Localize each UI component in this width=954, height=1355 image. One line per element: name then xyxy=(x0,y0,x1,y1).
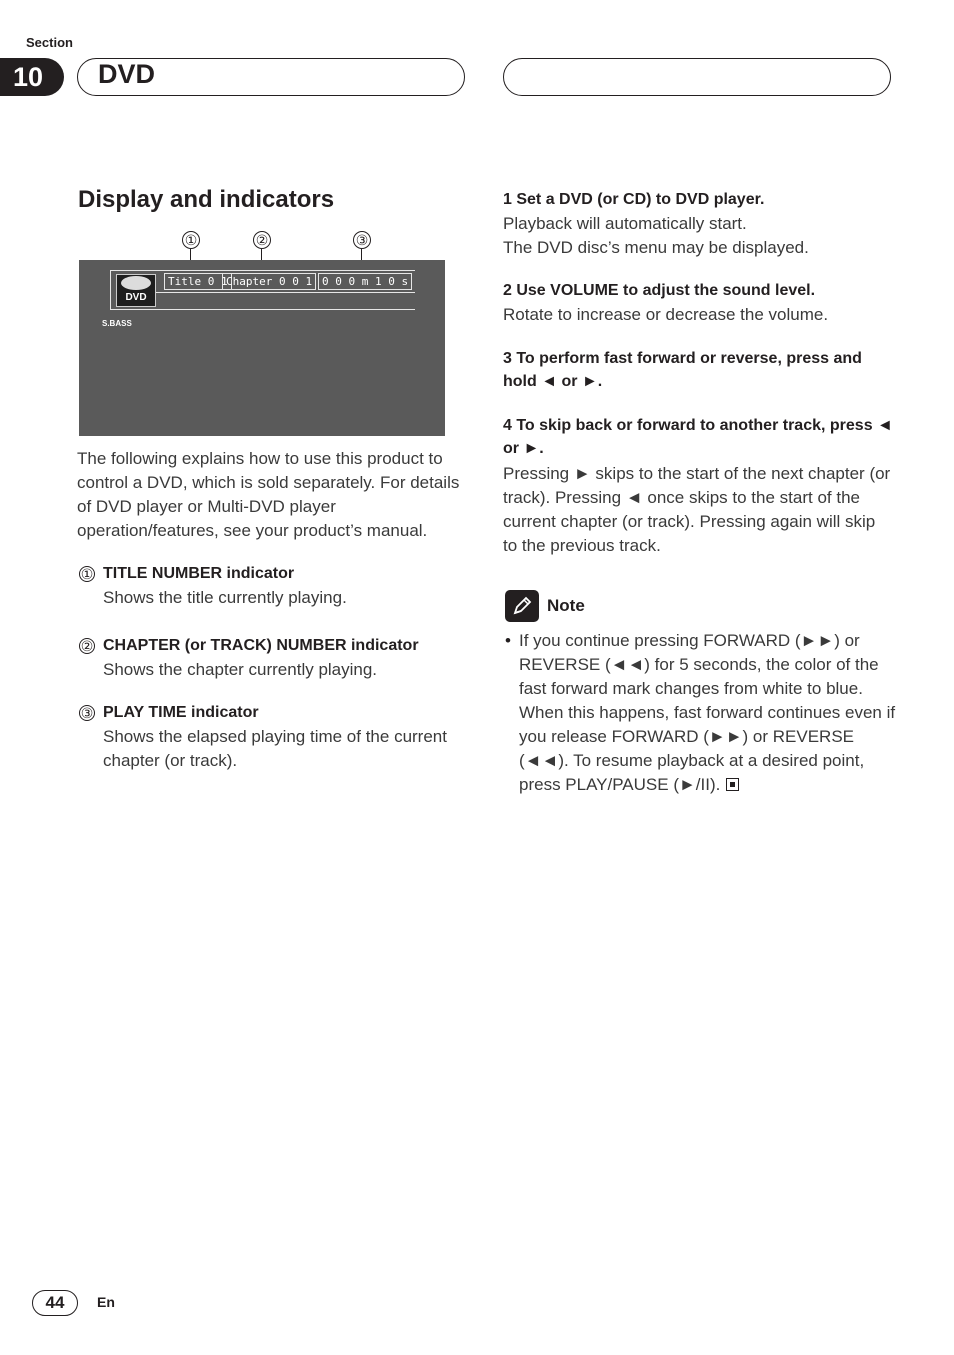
item-title-title-number: TITLE NUMBER indicator xyxy=(103,565,295,582)
end-mark-icon xyxy=(726,778,739,791)
pencil-icon xyxy=(505,590,539,622)
pencil-icon-graphic xyxy=(511,595,533,617)
step-1-title: 1 Set a DVD (or CD) to DVD player. xyxy=(503,191,765,208)
callout-3: ③ xyxy=(353,231,371,249)
step-4-title: 4 To skip back or forward to another track, press ◄ or ►. xyxy=(503,417,893,457)
item-title-chapter-number: CHAPTER (or TRACK) NUMBER indicator xyxy=(103,637,419,654)
sbass-indicator: S.BASS xyxy=(102,319,132,328)
callout-1: ① xyxy=(182,231,200,249)
note-label: Note xyxy=(547,596,585,615)
title-number-indicator: Title 0 1 xyxy=(164,273,232,290)
chapter-number-indicator: Chapter 0 0 1 xyxy=(222,273,316,290)
section-number: 10 xyxy=(0,58,64,96)
step-2-title: 2 Use VOLUME to adjust the sound level. xyxy=(503,282,816,299)
section-label: Section xyxy=(26,35,73,50)
step-4-desc: Pressing ► skips to the start of the next chapter (or track). Pressing ◄ once skips to the start of the current chapter (or track). Pressing again will skip to the previous track. xyxy=(503,464,891,555)
note-text-content: If you continue pressing FORWARD (►►) or REVERSE (◄◄) for 5 seconds, the color of the fast forward mark changes from white to blue. When this happens, fast forward continues even if you release FORWARD (►►) or REVERSE (◄◄). To resume playback at a desired point, press PLAY/PAUSE (►/II). xyxy=(519,631,896,794)
disc-label: DVD xyxy=(125,292,147,303)
disc-icon xyxy=(121,276,151,290)
item-number-1: ① xyxy=(80,565,94,582)
item-title-play-time: PLAY TIME indicator xyxy=(103,704,259,721)
note-text xyxy=(519,629,899,797)
step-2-desc: Rotate to increase or decrease the volume. xyxy=(503,305,829,324)
step-3-title: 3 To perform fast forward or reverse, press and hold ◄ or ►. xyxy=(503,350,862,390)
indicator-bar-line xyxy=(155,292,415,293)
intro-paragraph: The following explains how to use this product to control a DVD, which is sold separately. For details of DVD player or Multi-DVD player operation/features, see your product’s manual. xyxy=(77,449,460,540)
callout-2: ② xyxy=(253,231,271,249)
chapter-title-tab: DVD xyxy=(77,58,465,96)
step-1-desc: Playback will automatically start. The DVD disc’s menu may be displayed. xyxy=(503,214,809,257)
item-desc-chapter-number: Shows the chapter currently playing. xyxy=(103,660,378,679)
item-desc-title-number: Shows the title currently playing. xyxy=(103,588,347,607)
item-desc-play-time: Shows the elapsed playing time of the current chapter (or track). xyxy=(103,727,447,770)
item-number-3: ③ xyxy=(80,704,94,721)
page-number: 44 xyxy=(32,1290,78,1316)
note-bullet: • xyxy=(505,631,511,650)
play-time-indicator: 0 0 0 m 1 0 s xyxy=(318,273,412,290)
item-number-2: ② xyxy=(80,637,94,654)
section-heading: Display and indicators xyxy=(78,186,335,213)
language-label: En xyxy=(97,1294,115,1310)
empty-header-tab xyxy=(503,58,891,96)
